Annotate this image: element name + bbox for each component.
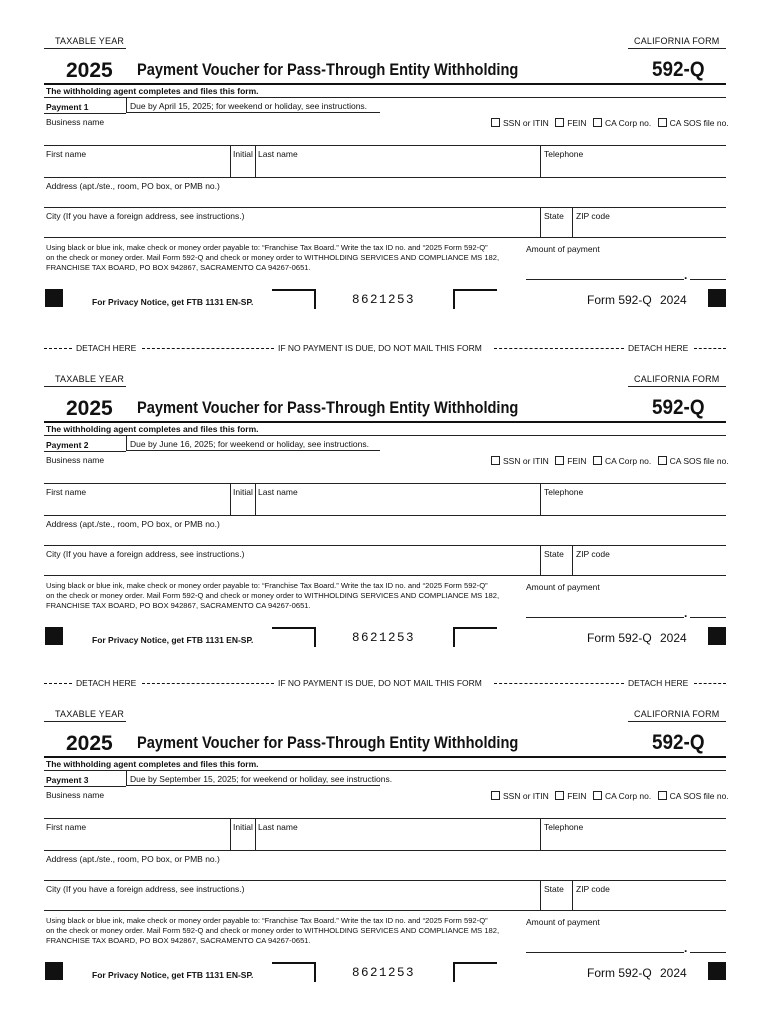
amount-dollars-field[interactable] [526,617,684,618]
footer-form-number: Form 592-Q [587,966,652,980]
agent-note-rule [44,770,726,771]
detach-here-right: DETACH HERE [628,343,689,353]
taxable-year-label: TAXABLE YEAR [55,374,125,384]
fein-option[interactable]: FEIN [555,118,586,128]
payment-divider [126,97,127,113]
telephone-label: Telephone [544,487,584,497]
mailing-instructions: Using black or blue ink, make check or money order payable to: “Franchise Tax Board.” Write the tax ID no. and “2025 Form 592-Q” on the check or money order. Mail Form 592-Q and check or money order to WITHHOLDING SERVICES AND COMPLIANCE MS 182, FRANCHISE TAX BOARD, PO BOX 942867, SACRAMENTO CA 94267-0651. [46,243,500,272]
scan-line-code: 8621253 [352,293,416,307]
due-date-text: Due by June 16, 2025; for weekend or holiday, see instructions. [130,439,369,449]
agent-note: The withholding agent completes and files this form. [46,86,259,96]
title-rule [44,756,726,758]
due-rule [126,450,380,451]
initial-label: Initial [233,149,253,159]
business-name-label: Business name [46,117,105,127]
privacy-notice: For Privacy Notice, get FTB 1131 EN-SP. [92,970,254,980]
ca-corp-option[interactable]: CA Corp no. [593,791,651,801]
detach-here-right: DETACH HERE [628,678,689,688]
payment-divider [126,770,127,786]
header-rule-right [628,48,726,49]
no-payment-notice: IF NO PAYMENT IS DUE, DO NOT MAIL THIS FORM [278,678,482,688]
checkbox-icon[interactable] [491,791,500,800]
mailing-instructions: Using black or blue ink, make check or money order payable to: “Franchise Tax Board.” Write the tax ID no. and “2025 Form 592-Q” on the check or money order. Mail Form 592-Q and check or money order to WITHHOLDING SERVICES AND COMPLIANCE MS 182, FRANCHISE TAX BOARD, PO BOX 942867, SACRAMENTO CA 94267-0651. [46,581,500,610]
city-label: City (If you have a foreign address, see instructions.) [46,549,245,559]
footer-revision-year: 2024 [660,631,687,645]
scan-line-code: 8621253 [352,966,416,980]
zip-divider [572,880,573,910]
agent-note: The withholding agent completes and files this form. [46,759,259,769]
name-row-field[interactable] [44,515,726,516]
state-label: State [544,549,564,559]
checkbox-icon[interactable] [658,791,667,800]
state-label: State [544,884,564,894]
checkbox-icon[interactable] [593,456,602,465]
payment-rule [44,786,126,787]
amount-cents-field[interactable] [690,617,726,618]
registration-mark-left [45,962,63,980]
agent-note-rule [44,97,726,98]
address-label: Address (apt./ste., room, PO box, or PMB no.) [46,519,220,529]
address-field[interactable] [44,880,726,881]
scan-bracket-right [453,289,497,309]
ca-sos-option[interactable]: CA SOS file no. [658,456,729,466]
amount-cents-field[interactable] [690,279,726,280]
form-title: Payment Voucher for Pass-Through Entity Withholding [137,398,519,417]
mailing-instructions: Using black or blue ink, make check or money order payable to: “Franchise Tax Board.” Write the tax ID no. and “2025 Form 592-Q” on the check or money order. Mail Form 592-Q and check or money order to WITHHOLDING SERVICES AND COMPLIANCE MS 182, FRANCHISE TAX BOARD, PO BOX 942867, SACRAMENTO CA 94267-0651. [46,916,500,945]
last-name-label: Last name [258,822,298,832]
tax-year: 2025 [66,732,113,755]
header-rule-left [44,721,126,722]
business-name-field[interactable] [44,145,726,146]
registration-mark-right [708,962,726,980]
city-label: City (If you have a foreign address, see instructions.) [46,211,245,221]
zip-divider [572,545,573,575]
due-rule [126,112,380,113]
california-form-label: CALIFORNIA FORM [634,709,720,719]
taxable-year-label: TAXABLE YEAR [55,709,125,719]
no-payment-notice: IF NO PAYMENT IS DUE, DO NOT MAIL THIS FORM [278,343,482,353]
header-rule-left [44,48,126,49]
header-rule-right [628,721,726,722]
amount-cents-field[interactable] [690,952,726,953]
registration-mark-right [708,289,726,307]
amount-decimal-point: . [684,606,688,620]
privacy-notice: For Privacy Notice, get FTB 1131 EN-SP. [92,297,254,307]
title-rule [44,83,726,85]
header-rule-left [44,386,126,387]
amount-of-payment-label: Amount of payment [526,244,600,254]
payment-rule [44,113,126,114]
telephone-label: Telephone [544,149,584,159]
city-field[interactable] [44,237,726,238]
scan-bracket-left [272,289,316,309]
footer-form-number: Form 592-Q [587,631,652,645]
address-label: Address (apt./ste., room, PO box, or PMB no.) [46,854,220,864]
zip-divider [572,207,573,237]
payment-rule [44,451,126,452]
amount-decimal-point: . [684,268,688,282]
payment-voucher-2 [0,338,770,658]
last-name-label: Last name [258,149,298,159]
checkbox-icon[interactable] [555,456,564,465]
initial-divider [230,818,231,850]
tax-year: 2025 [66,59,113,82]
first-name-label: First name [46,487,87,497]
first-name-label: First name [46,149,87,159]
title-rule [44,421,726,423]
city-label: City (If you have a foreign address, see instructions.) [46,884,245,894]
form-title: Payment Voucher for Pass-Through Entity Withholding [137,733,519,752]
privacy-notice: For Privacy Notice, get FTB 1131 EN-SP. [92,635,254,645]
ca-corp-option[interactable]: CA Corp no. [593,456,651,466]
payment-number-label: Payment 3 [46,775,89,785]
zip-code-label: ZIP code [576,211,610,221]
header-rule-right [628,386,726,387]
registration-mark-left [45,289,63,307]
registration-mark-right [708,627,726,645]
scan-bracket-right [453,627,497,647]
amount-dollars-field[interactable] [526,279,684,280]
id-type-options [491,456,729,466]
telephone-divider [540,818,541,850]
registration-mark-left [45,627,63,645]
amount-of-payment-label: Amount of payment [526,582,600,592]
ssn-itin-option[interactable]: SSN or ITIN [491,456,549,466]
detach-here-left: DETACH HERE [76,343,137,353]
checkbox-icon[interactable] [555,791,564,800]
id-type-options [491,791,729,801]
amount-decimal-point: . [684,941,688,955]
business-name-field[interactable] [44,483,726,484]
state-divider [540,207,541,237]
scan-line-code: 8621253 [352,631,416,645]
payment-voucher-3 [0,673,770,993]
due-date-text: Due by April 15, 2025; for weekend or holiday, see instructions. [130,101,368,111]
telephone-divider [540,483,541,515]
zip-code-label: ZIP code [576,884,610,894]
business-name-label: Business name [46,790,105,800]
ssn-itin-option[interactable]: SSN or ITIN [491,791,549,801]
taxable-year-label: TAXABLE YEAR [55,36,125,46]
city-field[interactable] [44,575,726,576]
business-name-label: Business name [46,455,105,465]
amount-dollars-field[interactable] [526,952,684,953]
checkbox-icon[interactable] [658,456,667,465]
ca-sos-option[interactable]: CA SOS file no. [658,118,729,128]
state-divider [540,880,541,910]
form-number: 592-Q [652,731,705,754]
detach-here-left: DETACH HERE [76,678,137,688]
last-name-divider [255,818,256,850]
footer-revision-year: 2024 [660,966,687,980]
california-form-label: CALIFORNIA FORM [634,36,720,46]
initial-label: Initial [233,487,253,497]
scan-bracket-left [272,962,316,982]
footer-form-number: Form 592-Q [587,293,652,307]
last-name-divider [255,483,256,515]
form-title: Payment Voucher for Pass-Through Entity Withholding [137,60,519,79]
telephone-label: Telephone [544,822,584,832]
address-label: Address (apt./ste., room, PO box, or PMB no.) [46,181,220,191]
address-field[interactable] [44,207,726,208]
tax-year: 2025 [66,397,113,420]
state-divider [540,545,541,575]
last-name-divider [255,145,256,177]
payment-voucher-1 [0,0,770,320]
last-name-label: Last name [258,487,298,497]
ca-corp-option[interactable]: CA Corp no. [593,118,651,128]
initial-label: Initial [233,822,253,832]
due-rule [126,785,380,786]
address-field[interactable] [44,545,726,546]
initial-divider [230,483,231,515]
scan-bracket-right [453,962,497,982]
checkbox-icon[interactable] [555,118,564,127]
payment-number-label: Payment 2 [46,440,89,450]
checkbox-icon[interactable] [593,118,602,127]
fein-option[interactable]: FEIN [555,791,586,801]
initial-divider [230,145,231,177]
form-number: 592-Q [652,396,705,419]
ssn-itin-option[interactable]: SSN or ITIN [491,118,549,128]
name-row-field[interactable] [44,177,726,178]
business-name-field[interactable] [44,818,726,819]
first-name-label: First name [46,822,87,832]
city-field[interactable] [44,910,726,911]
telephone-divider [540,145,541,177]
ca-sos-option[interactable]: CA SOS file no. [658,791,729,801]
checkbox-icon[interactable] [658,118,667,127]
california-form-label: CALIFORNIA FORM [634,374,720,384]
agent-note: The withholding agent completes and files this form. [46,424,259,434]
agent-note-rule [44,435,726,436]
checkbox-icon[interactable] [491,456,500,465]
checkbox-icon[interactable] [593,791,602,800]
name-row-field[interactable] [44,850,726,851]
checkbox-icon[interactable] [491,118,500,127]
form-number: 592-Q [652,58,705,81]
id-type-options [491,118,729,128]
zip-code-label: ZIP code [576,549,610,559]
state-label: State [544,211,564,221]
payment-number-label: Payment 1 [46,102,89,112]
due-date-text: Due by September 15, 2025; for weekend or holiday, see instructions. [130,774,393,784]
amount-of-payment-label: Amount of payment [526,917,600,927]
scan-bracket-left [272,627,316,647]
payment-divider [126,435,127,451]
fein-option[interactable]: FEIN [555,456,586,466]
footer-revision-year: 2024 [660,293,687,307]
